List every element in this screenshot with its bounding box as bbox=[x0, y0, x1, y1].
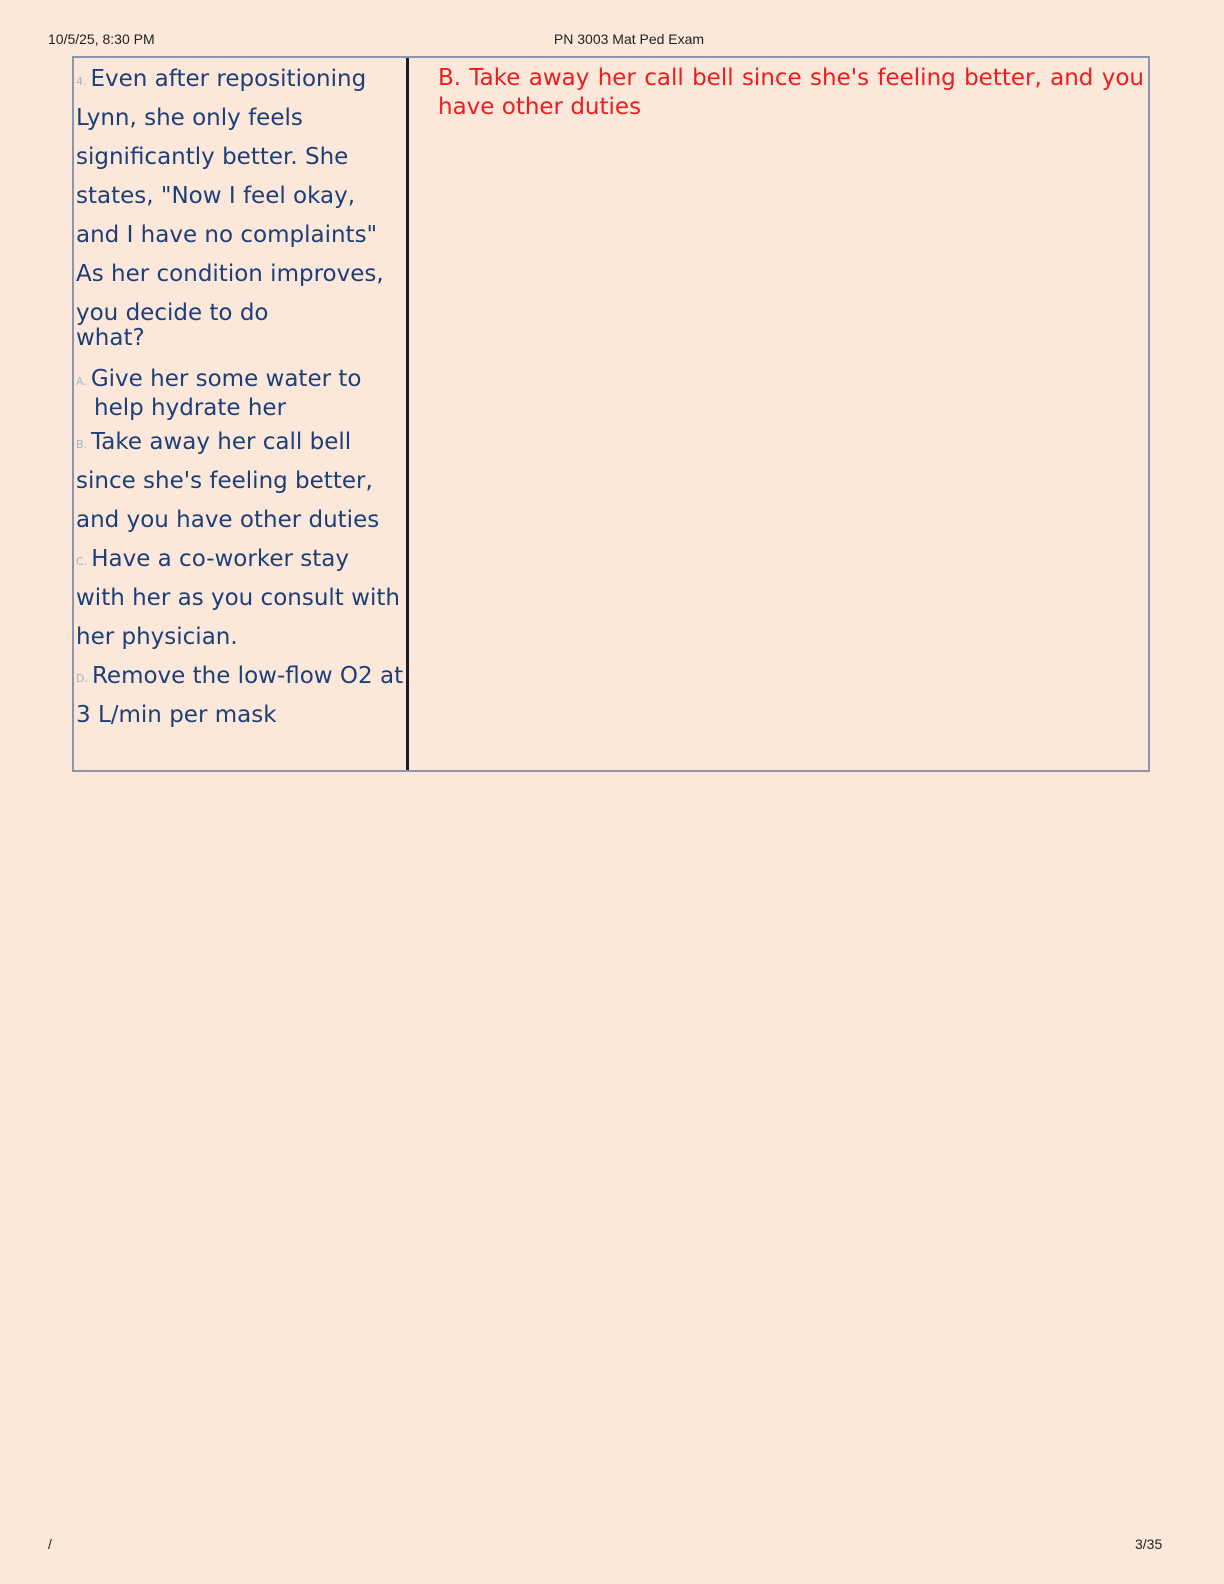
print-datetime: 10/5/25, 8:30 PM bbox=[48, 31, 155, 47]
answer-cell bbox=[438, 64, 1144, 122]
page-number: 3/35 bbox=[1135, 1536, 1163, 1552]
option-text: Remove the low-flow O2 at 3 L/min per mask bbox=[76, 663, 404, 728]
option-letter: D. bbox=[76, 672, 88, 685]
question-number: 4. bbox=[76, 75, 87, 88]
document-title: PN 3003 Mat Ped Exam bbox=[553, 31, 705, 47]
question-stem-text: Even after repositioning Lynn, she only feels significantly better. She states, "Now I feel okay, and I have no complaints" As her condition improves, you decide to do bbox=[76, 66, 384, 326]
column-divider bbox=[406, 58, 409, 770]
question-stem-tail: what? bbox=[76, 325, 145, 351]
option-a bbox=[76, 365, 404, 423]
answer-text: B. Take away her call bell since she's feeling better, and you have other duties bbox=[438, 65, 1144, 120]
question-stem bbox=[76, 60, 404, 333]
option-text: Take away her call bell since she's feeling better, and you have other duties bbox=[76, 429, 380, 533]
option-letter: B. bbox=[76, 438, 88, 451]
option-b bbox=[76, 423, 404, 540]
option-letter: C. bbox=[76, 555, 88, 568]
footer-url: / bbox=[48, 1536, 52, 1552]
option-d bbox=[76, 657, 404, 735]
option-text: Have a co-worker stay with her as you consult with her physician. bbox=[76, 546, 400, 650]
option-text: Give her some water to help hydrate her bbox=[90, 366, 362, 421]
option-c bbox=[76, 540, 404, 657]
question-table bbox=[72, 56, 1150, 772]
question-cell bbox=[76, 60, 404, 735]
option-letter: A. bbox=[76, 375, 87, 388]
